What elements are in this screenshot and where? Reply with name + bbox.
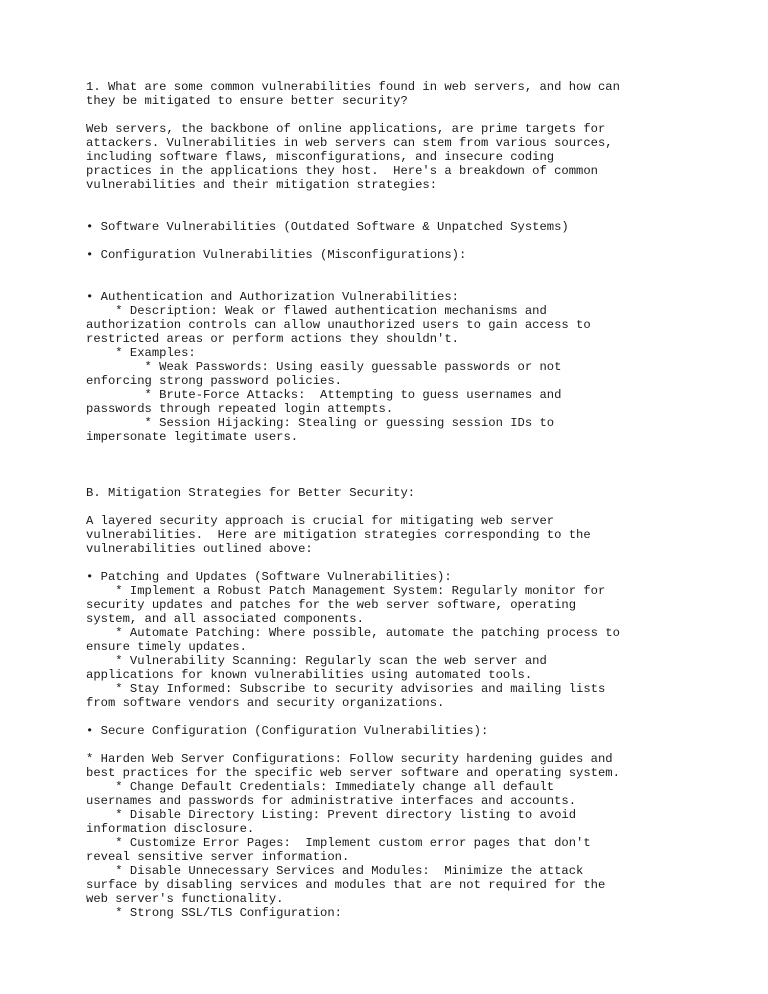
text-line: A layered security approach is crucial for mitigating web server [86,514,555,528]
text-line: vulnerabilities. Here are mitigation strategies corresponding to the [86,528,591,542]
text-line: * Disable Unnecessary Services and Modules: Minimize the attack [86,864,584,878]
text-line: restricted areas or perform actions they shouldn't. [86,332,459,346]
blank-line [86,206,726,220]
text-line: * Vulnerability Scanning: Regularly scan the web server and [86,654,547,668]
text-line: * Examples: [86,346,196,360]
text-line: Web servers, the backbone of online applications, are prime targets for [86,122,606,136]
text-line: * Stay Informed: Subscribe to security advisories and mailing lists [86,682,606,696]
text-line: impersonate legitimate users. [86,430,299,444]
text-line: * Change Default Credentials: Immediately change all default [86,780,555,794]
document-page [86,80,726,920]
text-line: * Session Hijacking: Stealing or guessing session IDs to [86,416,555,430]
text-line: system, and all associated components. [86,612,364,626]
text-line: • Software Vulnerabilities (Outdated Software & Unpatched Systems) [86,220,569,234]
blank-line [86,262,726,276]
blank-line [86,738,726,752]
blank-line [86,710,726,724]
text-line: web server's functionality. [86,892,284,906]
blank-line [86,276,726,290]
text-line: practices in the applications they host. Here's a breakdown of common [86,164,598,178]
text-line: security updates and patches for the web server software, operating [86,598,577,612]
text-line: vulnerabilities and their mitigation strategies: [86,178,438,192]
text-line: they be mitigated to ensure better security? [86,94,408,108]
text-line: * Disable Directory Listing: Prevent directory listing to avoid [86,808,577,822]
blank-line [86,192,726,206]
text-line: * Automate Patching: Where possible, automate the patching process to [86,626,620,640]
text-line: * Harden Web Server Configurations: Follow security hardening guides and [86,752,613,766]
text-line: enforcing strong password policies. [86,374,342,388]
blank-line [86,556,726,570]
text-line: • Authentication and Authorization Vulnerabilities: [86,290,459,304]
text-line: authorization controls can allow unauthorized users to gain access to [86,318,591,332]
text-line: ensure timely updates. [86,640,247,654]
text-line: * Description: Weak or flawed authentication mechanisms and [86,304,547,318]
text-line: B. Mitigation Strategies for Better Security: [86,486,416,500]
blank-line [86,458,726,472]
text-line: * Implement a Robust Patch Management System: Regularly monitor for [86,584,606,598]
text-line: best practices for the specific web server software and operating system. [86,766,620,780]
text-line: including software flaws, misconfigurations, and insecure coding [86,150,555,164]
text-line: 1. What are some common vulnerabilities found in web servers, and how can [86,80,620,94]
text-line: passwords through repeated login attempts. [86,402,394,416]
text-line: applications for known vulnerabilities using automated tools. [86,668,533,682]
text-line: • Patching and Updates (Software Vulnerabilities): [86,570,452,584]
text-line: reveal sensitive server information. [86,850,350,864]
blank-line [86,234,726,248]
blank-line [86,500,726,514]
text-line: * Brute-Force Attacks: Attempting to guess usernames and [86,388,562,402]
text-line: from software vendors and security organizations. [86,696,445,710]
text-line: • Secure Configuration (Configuration Vulnerabilities): [86,724,489,738]
blank-line [86,472,726,486]
text-line: • Configuration Vulnerabilities (Misconfigurations): [86,248,467,262]
text-line: attackers. Vulnerabilities in web servers can stem from various sources, [86,136,613,150]
text-line: surface by disabling services and modules that are not required for the [86,878,606,892]
text-line: usernames and passwords for administrative interfaces and accounts. [86,794,577,808]
text-line: * Weak Passwords: Using easily guessable passwords or not [86,360,562,374]
text-line: vulnerabilities outlined above: [86,542,313,556]
text-line: information disclosure. [86,822,255,836]
text-line: * Strong SSL/TLS Configuration: [86,906,342,920]
text-line: * Customize Error Pages: Implement custom error pages that don't [86,836,591,850]
blank-line [86,444,726,458]
blank-line [86,108,726,122]
